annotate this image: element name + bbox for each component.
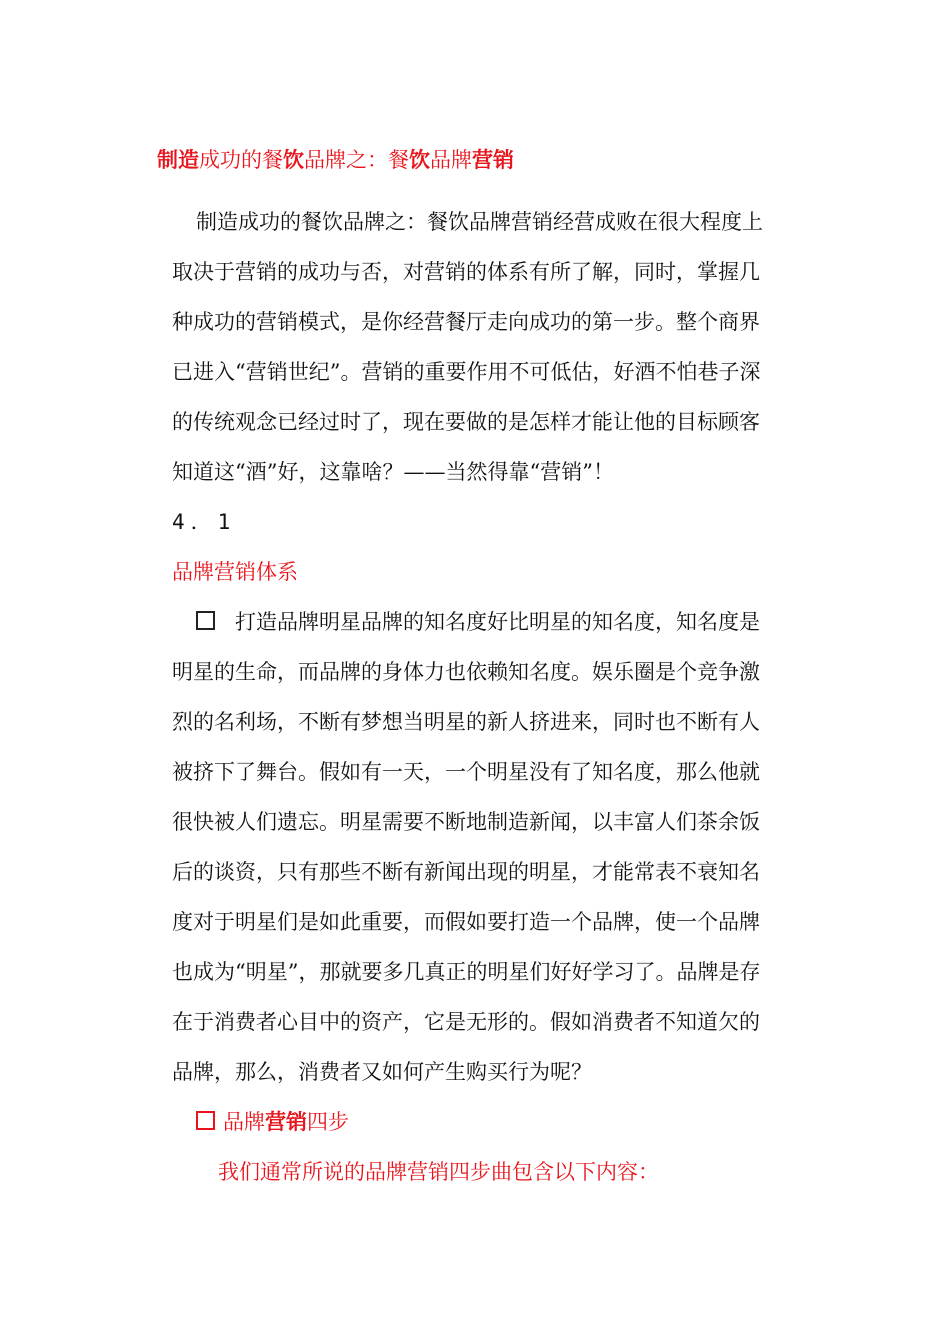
body-first-line bbox=[196, 608, 760, 636]
section-number: 4．1 bbox=[172, 510, 237, 534]
body-line: 品牌，那么，消费者又如何产生购买行为呢？ bbox=[172, 1060, 592, 1084]
title-part: 营销 bbox=[472, 147, 514, 172]
document-title bbox=[157, 146, 514, 174]
intro-line: 取决于营销的成功与否，对营销的体系有所了解，同时，掌握几 bbox=[172, 260, 760, 284]
body-line: 很快被人们遗忘。明星需要不断地制造新闻，以丰富人们茶余饭 bbox=[172, 810, 760, 834]
body-line: 度对于明星们是如此重要，而假如要打造一个品牌，使一个品牌 bbox=[172, 910, 760, 934]
body-first-line-text: 打造品牌明星品牌的知名度好比明星的知名度，知名度是 bbox=[235, 610, 760, 634]
body-line: 被挤下了舞台。假如有一天，一个明星没有了知名度，那么他就 bbox=[172, 760, 760, 784]
title-part: 品牌之：餐 bbox=[304, 148, 409, 172]
body-line: 烈的名利场，不断有梦想当明星的新人挤进来，同时也不断有人 bbox=[172, 710, 760, 734]
title-part: 饮 bbox=[409, 147, 430, 172]
intro-line: 知道这“酒”好，这靠啥？——当然得靠“营销”！ bbox=[172, 460, 614, 484]
checkbox-icon bbox=[196, 611, 215, 630]
body-line: 也成为“明星”，那就要多几真正的明星们好好学习了。品牌是存 bbox=[172, 960, 761, 984]
title-part: 品牌 bbox=[430, 148, 472, 172]
intro-line: 种成功的营销模式，是你经营餐厅走向成功的第一步。整个商界 bbox=[172, 310, 760, 334]
title-part: 制造 bbox=[157, 147, 199, 172]
body-line: 后的谈资，只有那些不断有新闻出现的明星，才能常表不衰知名 bbox=[172, 860, 760, 884]
subheading-part: 四步 bbox=[307, 1110, 349, 1134]
subheading bbox=[196, 1108, 349, 1136]
subheading-part: 品牌 bbox=[223, 1110, 265, 1134]
body-line: 明星的生命，而品牌的身体力也依赖知名度。娱乐圈是个竞争激 bbox=[172, 660, 760, 684]
intro-line: 制造成功的餐饮品牌之：餐饮品牌营销经营成败在很大程度上 bbox=[196, 210, 763, 234]
subheading-intro: 我们通常所说的品牌营销四步曲包含以下内容： bbox=[218, 1160, 659, 1184]
checkbox-icon bbox=[196, 1111, 215, 1130]
subheading-part: 营销 bbox=[265, 1109, 307, 1134]
intro-line: 的传统观念已经过时了，现在要做的是怎样才能让他的目标顾客 bbox=[172, 410, 760, 434]
title-part: 饮 bbox=[283, 147, 304, 172]
title-part: 成功的餐 bbox=[199, 148, 283, 172]
body-line: 在于消费者心目中的资产，它是无形的。假如消费者不知道欠的 bbox=[172, 1010, 760, 1034]
section-heading: 品牌营销体系 bbox=[172, 560, 298, 584]
intro-line: 已进入“营销世纪”。营销的重要作用不可低估，好酒不怕巷子深 bbox=[172, 360, 761, 384]
